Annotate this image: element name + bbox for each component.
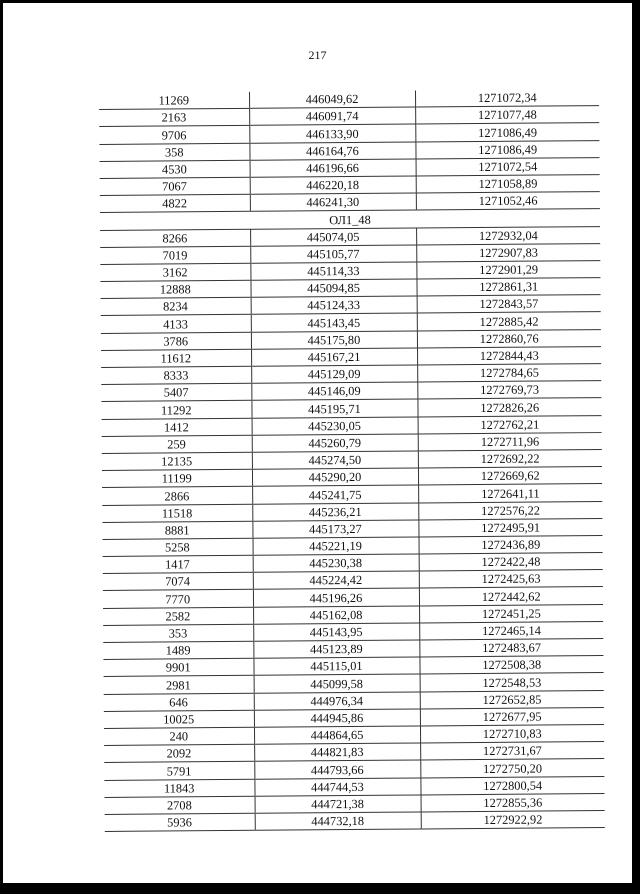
x-coordinate-cell: 444864,65 xyxy=(254,726,420,744)
point-number-cell: 11199 xyxy=(102,469,252,487)
x-coordinate-cell: 446049,62 xyxy=(249,91,415,109)
y-coordinate-cell: 1271077,48 xyxy=(415,106,599,125)
point-number-cell: 353 xyxy=(103,624,253,642)
y-coordinate-cell: 1272641,11 xyxy=(418,484,602,503)
point-number-cell: 240 xyxy=(104,727,254,745)
point-number-cell: 646 xyxy=(104,693,254,711)
y-coordinate-cell: 1272451,25 xyxy=(419,604,603,623)
point-number-cell: 259 xyxy=(102,435,252,453)
point-number-cell: 358 xyxy=(99,143,249,161)
x-coordinate-cell: 444821,83 xyxy=(254,743,420,761)
x-coordinate-cell: 446241,30 xyxy=(250,193,416,211)
x-coordinate-cell: 445094,85 xyxy=(250,279,416,297)
point-number-cell: 11292 xyxy=(101,401,251,419)
x-coordinate-cell: 445260,79 xyxy=(252,434,418,452)
x-coordinate-cell: 444793,66 xyxy=(254,760,420,778)
point-number-cell: 11269 xyxy=(99,92,249,110)
point-number-cell: 4133 xyxy=(101,315,251,333)
y-coordinate-cell: 1272711,96 xyxy=(418,432,602,451)
y-coordinate-cell: 1271072,34 xyxy=(415,89,599,107)
point-number-cell: 11843 xyxy=(104,779,254,797)
x-coordinate-cell: 445290,20 xyxy=(252,468,418,486)
point-number-cell: 4822 xyxy=(100,194,250,212)
point-number-cell: 2981 xyxy=(104,676,254,694)
x-coordinate-cell: 445105,77 xyxy=(250,245,416,263)
x-coordinate-cell: 445143,45 xyxy=(251,313,417,331)
x-coordinate-cell: 445196,26 xyxy=(253,588,419,606)
point-number-cell: 12135 xyxy=(102,452,252,470)
x-coordinate-cell: 444732,18 xyxy=(255,812,421,830)
point-number-cell: 8881 xyxy=(102,521,252,539)
x-coordinate-cell: 445230,05 xyxy=(252,417,418,435)
point-number-cell: 5258 xyxy=(103,538,253,556)
y-coordinate-cell: 1272750,20 xyxy=(420,759,604,778)
x-coordinate-cell: 444744,53 xyxy=(254,777,420,795)
point-number-cell: 2866 xyxy=(102,487,252,505)
x-coordinate-cell: 445221,19 xyxy=(253,537,419,555)
y-coordinate-cell: 1272442,62 xyxy=(419,587,603,606)
point-number-cell: 9706 xyxy=(99,126,249,144)
y-coordinate-cell: 1272508,38 xyxy=(419,656,603,675)
point-number-cell: 1412 xyxy=(102,418,252,436)
y-coordinate-cell: 1272483,67 xyxy=(419,639,603,658)
y-coordinate-cell: 1272762,21 xyxy=(418,415,602,434)
y-coordinate-cell: 1272922,92 xyxy=(421,810,605,829)
y-coordinate-cell: 1272425,63 xyxy=(419,570,603,589)
x-coordinate-cell: 445074,05 xyxy=(250,228,416,246)
point-number-cell: 5936 xyxy=(105,813,255,831)
point-number-cell: 7019 xyxy=(100,246,250,264)
x-coordinate-cell: 445115,01 xyxy=(253,657,419,675)
point-number-cell: 9901 xyxy=(103,658,253,676)
y-coordinate-cell: 1271058,89 xyxy=(416,175,600,194)
x-coordinate-cell: 445129,09 xyxy=(251,365,417,383)
y-coordinate-cell: 1272576,22 xyxy=(418,501,602,520)
point-number-cell: 3786 xyxy=(101,332,251,350)
y-coordinate-cell: 1272548,53 xyxy=(420,673,604,692)
y-coordinate-cell: 1272907,83 xyxy=(416,243,600,262)
x-coordinate-cell: 445167,21 xyxy=(251,348,417,366)
y-coordinate-cell: 1272495,91 xyxy=(418,518,602,537)
coordinates-table-body xyxy=(99,89,605,831)
y-coordinate-cell: 1272422,48 xyxy=(419,553,603,572)
x-coordinate-cell: 444976,34 xyxy=(254,692,420,710)
y-coordinate-cell: 1271086,49 xyxy=(415,140,599,159)
point-number-cell: 7770 xyxy=(103,590,253,608)
table-row xyxy=(105,810,605,831)
point-number-cell: 8333 xyxy=(101,366,251,384)
y-coordinate-cell: 1272677,95 xyxy=(420,707,604,726)
coordinates-table xyxy=(99,89,605,832)
point-number-cell: 1417 xyxy=(103,555,253,573)
x-coordinate-cell: 445173,27 xyxy=(252,520,418,538)
x-coordinate-cell: 445274,50 xyxy=(252,451,418,469)
point-number-cell: 1489 xyxy=(103,641,253,659)
point-number-cell: 8266 xyxy=(100,229,250,247)
x-coordinate-cell: 444945,86 xyxy=(254,709,420,727)
x-coordinate-cell: 445143,95 xyxy=(253,623,419,641)
point-number-cell: 3162 xyxy=(100,263,250,281)
x-coordinate-cell: 446133,90 xyxy=(249,124,415,142)
y-coordinate-cell: 1272669,62 xyxy=(418,467,602,486)
y-coordinate-cell: 1272885,42 xyxy=(417,312,601,331)
x-coordinate-cell: 445241,75 xyxy=(252,485,418,503)
x-coordinate-cell: 445175,80 xyxy=(251,331,417,349)
x-coordinate-cell: 446164,76 xyxy=(249,142,415,160)
y-coordinate-cell: 1272769,73 xyxy=(417,381,601,400)
point-number-cell: 2163 xyxy=(99,109,249,127)
x-coordinate-cell: 444721,38 xyxy=(255,795,421,813)
y-coordinate-cell: 1271072,54 xyxy=(416,157,600,176)
point-number-cell: 12888 xyxy=(100,280,250,298)
y-coordinate-cell: 1272465,14 xyxy=(419,621,603,640)
y-coordinate-cell: 1272855,36 xyxy=(421,793,605,812)
point-number-cell: 5791 xyxy=(104,762,254,780)
y-coordinate-cell: 1272784,65 xyxy=(417,364,601,383)
x-coordinate-cell: 445224,42 xyxy=(253,571,419,589)
x-coordinate-cell: 445236,21 xyxy=(252,503,418,521)
section-title: ОЛ1_48 xyxy=(100,209,600,230)
y-coordinate-cell: 1271052,46 xyxy=(416,192,600,211)
x-coordinate-cell: 445124,33 xyxy=(251,296,417,314)
y-coordinate-cell: 1272843,57 xyxy=(417,295,601,314)
y-coordinate-cell: 1272861,31 xyxy=(416,278,600,297)
point-number-cell: 8234 xyxy=(101,298,251,316)
point-number-cell: 11612 xyxy=(101,349,251,367)
y-coordinate-cell: 1272436,89 xyxy=(418,535,602,554)
point-number-cell: 7067 xyxy=(100,177,250,195)
point-number-cell: 10025 xyxy=(104,710,254,728)
y-coordinate-cell: 1272844,43 xyxy=(417,346,601,365)
y-coordinate-cell: 1272932,04 xyxy=(416,226,600,245)
x-coordinate-cell: 445195,71 xyxy=(251,399,417,417)
x-coordinate-cell: 445114,33 xyxy=(250,262,416,280)
y-coordinate-cell: 1272826,26 xyxy=(417,398,601,417)
point-number-cell: 11518 xyxy=(102,504,252,522)
y-coordinate-cell: 1272800,54 xyxy=(420,776,604,795)
y-coordinate-cell: 1272731,67 xyxy=(420,742,604,761)
point-number-cell: 2708 xyxy=(105,796,255,814)
point-number-cell: 2092 xyxy=(104,744,254,762)
x-coordinate-cell: 445162,08 xyxy=(253,606,419,624)
point-number-cell: 2582 xyxy=(103,607,253,625)
y-coordinate-cell: 1272692,22 xyxy=(418,449,602,468)
y-coordinate-cell: 1271086,49 xyxy=(415,123,599,142)
page-number: 217 xyxy=(308,48,327,62)
y-coordinate-cell: 1272710,83 xyxy=(420,724,604,743)
y-coordinate-cell: 1272652,85 xyxy=(420,690,604,709)
x-coordinate-cell: 445230,38 xyxy=(253,554,419,572)
point-number-cell: 4530 xyxy=(100,160,250,178)
x-coordinate-cell: 446091,74 xyxy=(249,107,415,125)
x-coordinate-cell: 445099,58 xyxy=(254,674,420,692)
document-page xyxy=(3,3,632,883)
x-coordinate-cell: 446220,18 xyxy=(250,176,416,194)
point-number-cell: 7074 xyxy=(103,573,253,591)
x-coordinate-cell: 445123,89 xyxy=(253,640,419,658)
y-coordinate-cell: 1272860,76 xyxy=(417,329,601,348)
point-number-cell: 5407 xyxy=(101,384,251,402)
x-coordinate-cell: 446196,66 xyxy=(250,159,416,177)
x-coordinate-cell: 445146,09 xyxy=(251,382,417,400)
y-coordinate-cell: 1272901,29 xyxy=(416,260,600,279)
